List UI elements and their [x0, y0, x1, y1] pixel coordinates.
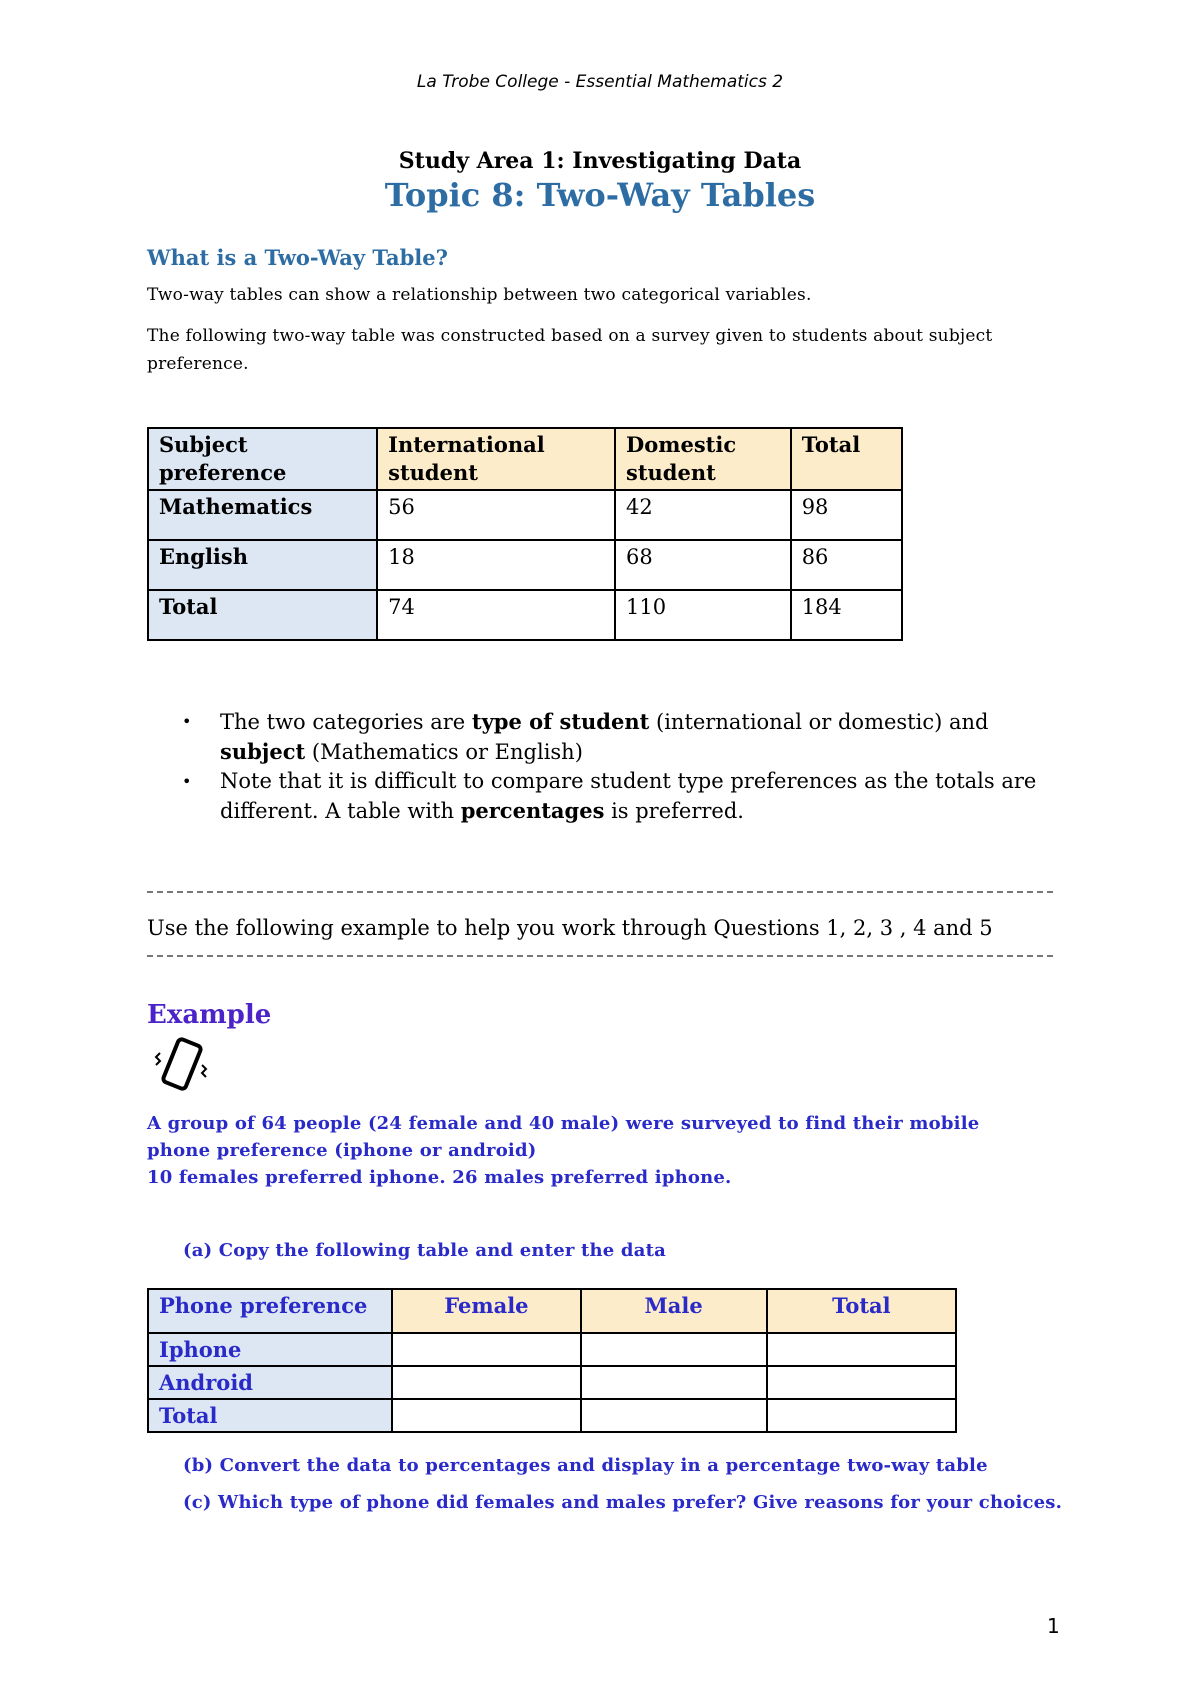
header-cell: Total: [767, 1289, 956, 1333]
row-label: Mathematics: [148, 490, 377, 540]
table-row: [148, 1399, 956, 1432]
intro-paragraph-2: The following two-way table was constructed based on a survey given to students about subject preference.: [147, 326, 993, 374]
header-cell: Total: [791, 428, 902, 490]
bullet-item: [182, 707, 1062, 767]
table-row: [148, 590, 902, 640]
bullet-icon: •: [182, 772, 192, 791]
header-cell: Domestic student: [615, 428, 791, 490]
bullet-text: (international or domestic) and: [649, 710, 989, 734]
example-heading: Example: [147, 1000, 272, 1030]
row-label: Iphone: [148, 1333, 392, 1366]
intro-paragraph-1: Two-way tables can show a relationship between two categorical variables.: [147, 285, 812, 305]
table-cell: 184: [791, 590, 902, 640]
topic-title: Topic 8: Two-Way Tables: [384, 176, 816, 214]
empty-cell[interactable]: [767, 1366, 956, 1399]
bullet-emphasis: type of student: [471, 709, 650, 734]
bullet-icon: •: [182, 712, 192, 731]
instruction-text: Use the following example to help you work through Questions 1, 2, 3 , 4 and 5: [147, 916, 993, 940]
table-header-row: [148, 428, 902, 490]
dashed-divider: [147, 891, 1053, 893]
header-cell: Female: [392, 1289, 580, 1333]
empty-cell[interactable]: [767, 1333, 956, 1366]
section-heading: What is a Two-Way Table?: [147, 245, 448, 270]
row-label: Total: [148, 1399, 392, 1432]
table-row: [148, 1333, 956, 1366]
table-row: [148, 540, 902, 590]
example-line-2: 10 females preferred iphone. 26 males preferred iphone.: [147, 1167, 732, 1188]
table-cell: 56: [377, 490, 615, 540]
table-row: [148, 490, 902, 540]
dashed-divider: [147, 955, 1053, 957]
header-cell: Male: [581, 1289, 767, 1333]
header-cell: Phone preference: [148, 1289, 392, 1333]
bullet-text: Note that it is difficult to compare student type preferences as the totals are different. A table with: [220, 769, 1037, 823]
table-cell: 110: [615, 590, 791, 640]
table-cell: 18: [377, 540, 615, 590]
table-row: [148, 1366, 956, 1399]
bullet-emphasis: subject: [220, 739, 306, 764]
empty-cell[interactable]: [581, 1366, 767, 1399]
table-cell: 74: [377, 590, 615, 640]
bullet-text: is preferred.: [604, 799, 744, 823]
row-label: Total: [148, 590, 377, 640]
bullet-text: The two categories are: [220, 710, 472, 734]
empty-cell[interactable]: [392, 1333, 580, 1366]
bullet-text: (Mathematics or English): [305, 740, 583, 764]
bullet-item: [182, 767, 1062, 826]
row-label: English: [148, 540, 377, 590]
phone-preference-table: [147, 1288, 957, 1433]
table-header-row: [148, 1289, 956, 1333]
empty-cell[interactable]: [581, 1333, 767, 1366]
question-b: (b) Convert the data to percentages and display in a percentage two-way table: [183, 1455, 988, 1476]
table-cell: 86: [791, 540, 902, 590]
example-text: [147, 1110, 1027, 1191]
header-cell: International student: [377, 428, 615, 490]
question-a: (a) Copy the following table and enter the data: [183, 1240, 666, 1261]
page-number: 1: [1047, 1614, 1060, 1638]
empty-cell[interactable]: [767, 1399, 956, 1432]
row-label: Android: [148, 1366, 392, 1399]
empty-cell[interactable]: [392, 1399, 580, 1432]
page-header: La Trobe College - Essential Mathematics 2: [416, 72, 784, 92]
empty-cell[interactable]: [392, 1366, 580, 1399]
study-area-title: Study Area 1: Investigating Data: [398, 148, 802, 174]
table-cell: 68: [615, 540, 791, 590]
example-line-1: A group of 64 people (24 female and 40 male) were surveyed to find their mobile phone preference (iphone or android): [147, 1113, 980, 1161]
question-c: (c) Which type of phone did females and males prefer? Give reasons for your choices.: [183, 1492, 1063, 1513]
vibrating-phone-icon: [150, 1033, 210, 1095]
header-cell: Subject preference: [148, 428, 377, 490]
empty-cell[interactable]: [581, 1399, 767, 1432]
bullet-list: [182, 707, 1062, 826]
subject-preference-table: [147, 427, 903, 641]
bullet-emphasis: percentages: [460, 798, 605, 823]
table-cell: 42: [615, 490, 791, 540]
table-cell: 98: [791, 490, 902, 540]
